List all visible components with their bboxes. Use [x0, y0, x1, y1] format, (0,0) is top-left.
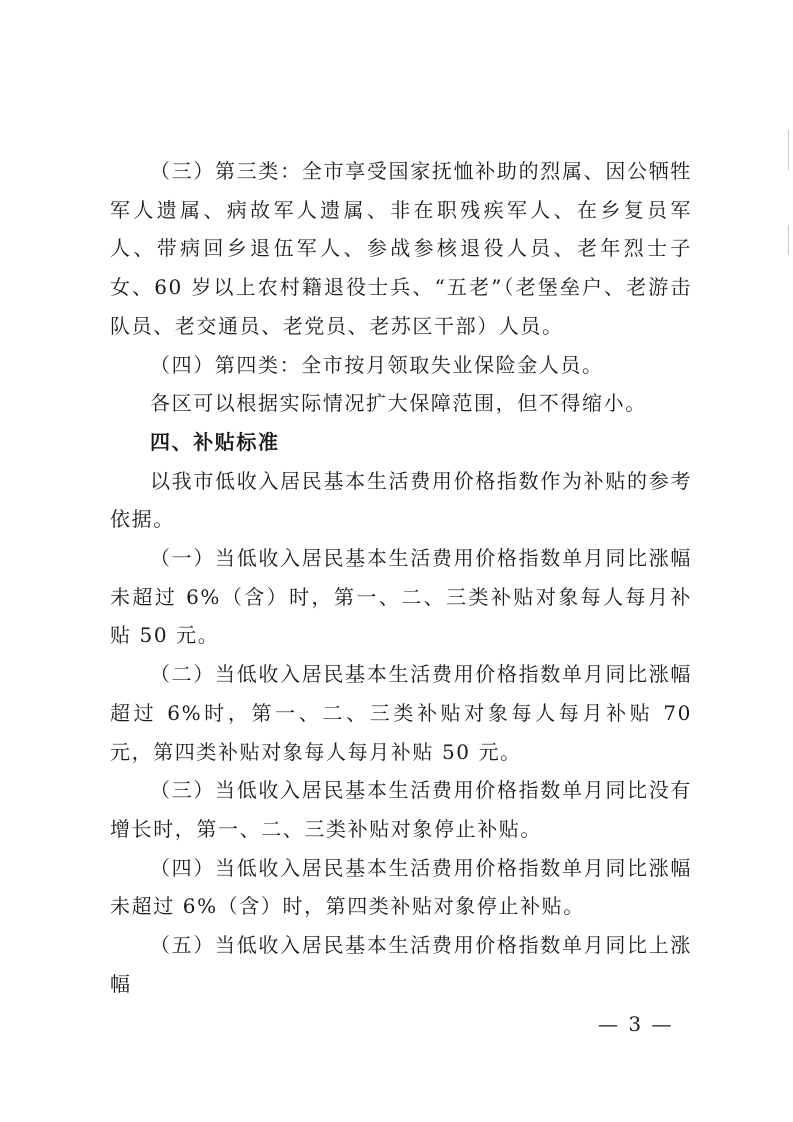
paragraph-standard-five: （五）当低收入居民基本生活费用价格指数单月同比上涨幅 — [110, 933, 692, 996]
scan-edge-mark — [788, 130, 789, 170]
paragraph-reference-basis: 以我市低收入居民基本生活费用价格指数作为补贴的参考依据。 — [110, 468, 692, 532]
paragraph-category-three: （三）第三类：全市享受国家抚恤补助的烈属、因公牺牲军人遗属、病故军人遗属、非在职残疾军人、在乡复员军人、带病回乡退伍军人、参战参核退役人员、老年烈士子女、60 岁以上农村籍退役士兵、“五老”（老堡垒户、老游击队员、老交通员、老党员、老苏区干部）人员。 — [110, 159, 692, 338]
section-heading-subsidy-standard: 四、补贴标准 — [150, 429, 280, 454]
scan-edge-mark — [788, 225, 789, 255]
paragraph-standard-four: （四）当低收入居民基本生活费用价格指数单月同比涨幅未超过 6%（含）时，第四类补贴对象停止补贴。 — [110, 855, 692, 919]
page-number: — 3 — — [598, 1012, 674, 1036]
document-body — [110, 152, 692, 1003]
paragraph-standard-three: （三）当低收入居民基本生活费用价格指数单月同比没有增长时，第一、二、三类补贴对象停止补贴。 — [110, 778, 692, 841]
paragraph-standard-two: （二）当低收入居民基本生活费用价格指数单月同比涨幅超过 6%时，第一、二、三类补贴对象每人每月补贴 70 元，第四类补贴对象每人每月补贴 50 元。 — [110, 662, 692, 764]
paragraph-standard-one: （一）当低收入居民基本生活费用价格指数单月同比涨幅未超过 6%（含）时，第一、二、三类补贴对象每人每月补贴 50 元。 — [110, 546, 692, 648]
paragraph-district-scope: 各区可以根据实际情况扩大保障范围，但不得缩小。 — [150, 391, 647, 416]
paragraph-category-four: （四）第四类：全市按月领取失业保险金人员。 — [150, 352, 604, 377]
